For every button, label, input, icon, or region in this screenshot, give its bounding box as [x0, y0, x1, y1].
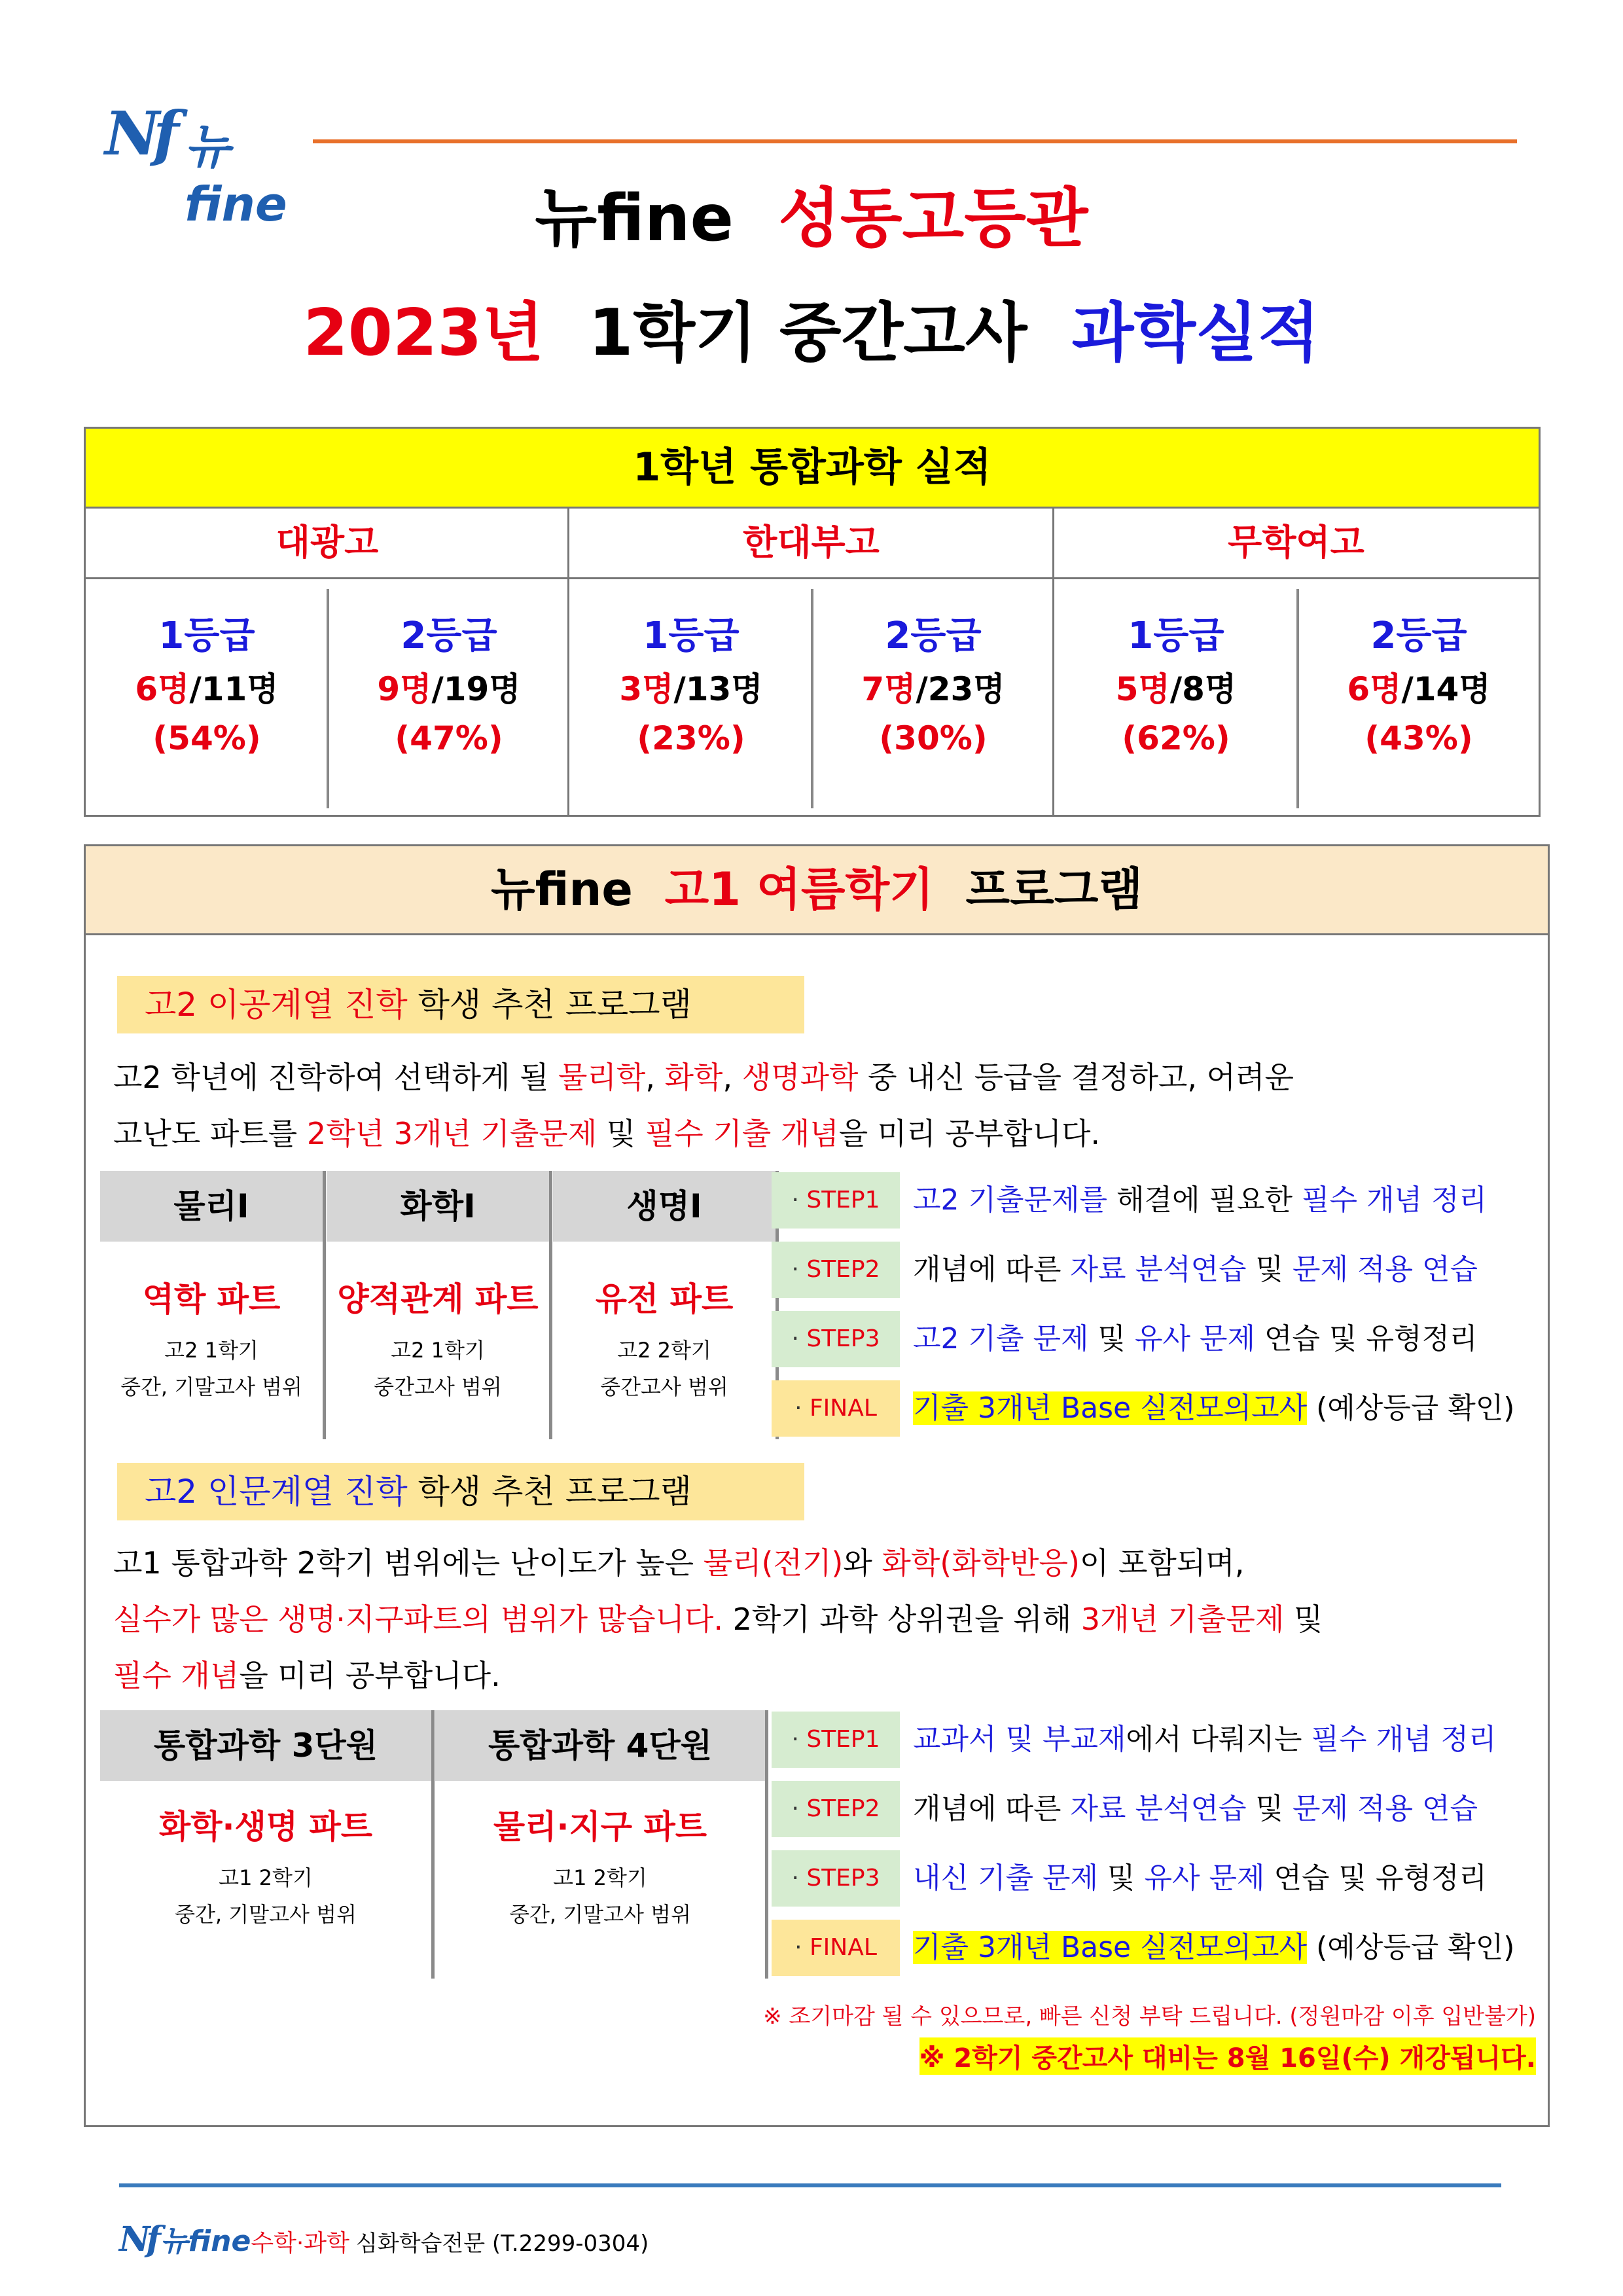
results-table	[84, 427, 1541, 817]
text: 을 미리 공부합니다.	[239, 1658, 501, 1693]
paragraph-line	[113, 1591, 1323, 1647]
subtitle-red: 고2 이공계열 진학	[145, 986, 408, 1024]
step-text	[913, 1712, 1497, 1768]
text-blue: 유사 문제	[1144, 1861, 1265, 1895]
range-line: 중간, 기말고사 범위	[175, 1902, 357, 1927]
text: 고난도 파트를	[113, 1116, 307, 1151]
grade-cell	[1055, 607, 1297, 757]
step-label: STEP2	[806, 1795, 880, 1822]
title-term: 1학기 중간고사	[588, 296, 1027, 370]
grade-percent: (43%)	[1364, 719, 1473, 757]
unit-cell	[100, 1781, 431, 1933]
text-blue: 자료 분석연습	[1070, 1253, 1247, 1286]
subject-header: 화학Ⅰ	[327, 1171, 549, 1244]
unit-header: 통합과학 3단원	[100, 1710, 431, 1783]
grade-cell	[570, 607, 812, 757]
grade-cell	[812, 607, 1054, 757]
logo-name: 뉴fine	[185, 119, 287, 232]
step-label: FINAL	[809, 1934, 877, 1961]
text: 와	[843, 1545, 882, 1581]
step-badge: · STEP1	[772, 1712, 900, 1768]
text-blue: 교과서 및 부교재	[913, 1723, 1126, 1756]
text: 및	[597, 1116, 645, 1151]
text-red: 생명과학	[741, 1060, 859, 1095]
grade-percent: (62%)	[1122, 719, 1230, 757]
part-label: 유전 파트	[595, 1280, 734, 1318]
text-blue: 유사 문제	[1134, 1322, 1255, 1355]
part-label: 양적관계 파트	[337, 1280, 539, 1318]
grade-label: 1등급	[158, 615, 255, 657]
range-line: 고1 2학기	[219, 1865, 313, 1890]
grade-label: 1등급	[1128, 615, 1224, 657]
text: 에서 다뤄지는	[1126, 1723, 1311, 1756]
step-badge-final: · FINAL	[772, 1380, 900, 1437]
text-red: 물리학	[558, 1060, 646, 1095]
unit-cell	[435, 1781, 765, 1933]
text-blue: 고2 기출 문제	[913, 1322, 1089, 1355]
text-blue: 고2 기출문제를	[913, 1183, 1108, 1217]
text: 및	[1246, 1792, 1293, 1825]
program-heading	[86, 846, 1548, 935]
text-red: 필수 기출 개념	[645, 1116, 839, 1151]
science-paragraph	[113, 1049, 1294, 1162]
footer-logo-name: 뉴fine	[160, 2225, 251, 2258]
unit-header: 통합과학 4단원	[435, 1710, 765, 1783]
text: ,	[722, 1060, 742, 1095]
text-red: 실수가 많은 생명·지구파트의 범위가 많습니다.	[113, 1602, 724, 1637]
text: 고2 학년에 진학하여 선택하게 될	[113, 1060, 559, 1095]
step-badge-final: · FINAL	[772, 1920, 900, 1976]
text-red: 화학(화학반응)	[882, 1545, 1080, 1581]
subject-header: 생명Ⅰ	[553, 1171, 776, 1244]
footer-logo-mark: Nf	[119, 2219, 157, 2259]
step-badge: · STEP3	[772, 1850, 900, 1907]
text-red: 화학	[664, 1060, 723, 1095]
text: 개념에 따른	[913, 1792, 1071, 1825]
text-blue: 필수 개념 정리	[1302, 1183, 1487, 1217]
step-label: STEP3	[806, 1865, 880, 1892]
text: 및	[1284, 1602, 1323, 1637]
science-subtitle	[117, 976, 804, 1033]
text: 연습 및 유형정리	[1264, 1861, 1487, 1895]
step-badge: · STEP3	[772, 1311, 900, 1367]
subject-cell	[100, 1242, 323, 1405]
grade-count: 3명	[619, 670, 674, 708]
title-branch: 성동고등관	[778, 181, 1088, 256]
grade-count: 6명	[135, 670, 190, 708]
footer	[119, 2217, 649, 2270]
step-text	[913, 1920, 1514, 1976]
grade-cell	[1298, 607, 1540, 757]
footer-rule	[119, 2183, 1501, 2187]
grade-total: /11명	[189, 670, 279, 708]
step-text	[913, 1850, 1487, 1907]
range-line: 중간, 기말고사 범위	[120, 1374, 302, 1399]
header-rule	[313, 139, 1517, 143]
grade-label: 2등급	[401, 615, 497, 657]
text-blue: 문제 적용 연습	[1293, 1792, 1478, 1825]
results-heading: 1학년 통합과학 실적	[86, 429, 1539, 509]
column-divider	[431, 1710, 435, 1979]
subject-cell	[553, 1242, 776, 1405]
text-highlight: 기출 3개년 Base 실전모의고사	[913, 1931, 1308, 1964]
range-line: 고2 1학기	[391, 1338, 485, 1363]
text-blue: 문제 적용 연습	[1293, 1253, 1478, 1286]
text-red: 물리(전기)	[703, 1545, 844, 1581]
column-divider	[323, 1171, 326, 1439]
step-label: STEP1	[806, 1726, 880, 1753]
grade-label: 2등급	[885, 615, 982, 657]
text: (예상등급 확인)	[1307, 1391, 1515, 1425]
paragraph-line	[113, 1535, 1323, 1591]
grade-total: /13명	[673, 670, 763, 708]
title-brand: 뉴fine	[535, 181, 734, 256]
logo-mark: Nf	[105, 98, 173, 169]
grade-percent: (23%)	[637, 719, 745, 757]
step-text	[913, 1311, 1478, 1367]
program-brand: 뉴fine	[491, 863, 633, 916]
schedule-note: ※ 2학기 중간고사 대비는 8월 16일(수) 개강됩니다.	[919, 2037, 1536, 2075]
text: 고1 통합과학 2학기 범위에는 난이도가 높은	[113, 1545, 704, 1581]
footer-contact: 심화학습전문 (T.2299-0304)	[356, 2231, 649, 2257]
text: 및	[1088, 1322, 1135, 1355]
text: 및	[1246, 1253, 1293, 1286]
deadline-note: ※ 조기마감 될 수 있으므로, 빠른 신청 부탁 드립니다. (정원마감 이후 입반불가)	[763, 2003, 1536, 2030]
text: 연습 및 유형정리	[1255, 1322, 1478, 1355]
step-badge: · STEP1	[772, 1172, 900, 1229]
range-line: 고2 1학기	[164, 1338, 259, 1363]
humanities-unit-table	[100, 1710, 785, 1985]
part-label: 물리·지구 파트	[493, 1808, 707, 1846]
text-blue: 필수 개념 정리	[1311, 1723, 1497, 1756]
grade-total: /8명	[1169, 670, 1237, 708]
step-text	[913, 1242, 1478, 1298]
grade-label: 2등급	[1370, 615, 1467, 657]
part-label: 역학 파트	[142, 1280, 281, 1318]
step-label: STEP2	[806, 1256, 880, 1283]
text-blue: 자료 분석연습	[1070, 1792, 1247, 1825]
range-line: 중간고사 범위	[600, 1374, 728, 1399]
school-name: 한대부고	[569, 509, 1054, 579]
subtitle-rest: 학생 추천 프로그램	[418, 1473, 692, 1511]
grade-percent: (54%)	[152, 719, 261, 757]
humanities-paragraph	[113, 1535, 1323, 1704]
text: 2학기 과학 상위권을 위해	[723, 1602, 1081, 1637]
text: 중 내신 등급을 결정하고, 어려운	[858, 1060, 1294, 1095]
grade-total: /14명	[1401, 670, 1491, 708]
program-highlight: 고1 여름학기	[664, 863, 934, 916]
grade-total: /23명	[916, 670, 1005, 708]
column-divider	[765, 1710, 768, 1979]
grade-percent: (47%)	[395, 719, 503, 757]
text: 해결에 필요한	[1107, 1183, 1302, 1217]
school-name: 대광고	[86, 509, 569, 579]
text: 을 미리 공부합니다.	[838, 1116, 1101, 1151]
step-label: FINAL	[809, 1395, 877, 1422]
step-badge: · STEP2	[772, 1781, 900, 1837]
paragraph-line	[113, 1049, 1294, 1105]
grade-percent: (30%)	[879, 719, 988, 757]
text-red: 3개년 기출문제	[1080, 1602, 1285, 1637]
program-box	[84, 844, 1550, 2127]
grade-count: 9명	[377, 670, 432, 708]
subject-cell	[327, 1242, 549, 1405]
subtitle-accent: 고2 인문계열 진학	[145, 1473, 408, 1511]
grade-cell	[86, 607, 328, 757]
range-line: 고1 2학기	[553, 1865, 647, 1890]
program-rest: 프로그램	[965, 863, 1143, 916]
text-red: 필수 개념	[113, 1658, 240, 1693]
step-text	[913, 1172, 1487, 1229]
brand-logo	[105, 98, 294, 232]
column-divider	[549, 1171, 552, 1439]
paragraph-line	[113, 1105, 1294, 1162]
text-red: 2학년 3개년 기출문제	[306, 1116, 597, 1151]
grade-count: 7명	[861, 670, 916, 708]
subject-header: 물리Ⅰ	[100, 1171, 323, 1244]
range-line: 중간고사 범위	[374, 1374, 502, 1399]
footer-subjects: 수학·과학	[251, 2230, 349, 2257]
part-label: 화학·생명 파트	[158, 1808, 373, 1846]
subtitle-rest: 학생 추천 프로그램	[418, 986, 692, 1024]
grade-cell	[328, 607, 570, 757]
step-text	[913, 1380, 1514, 1437]
grade-total: /19명	[431, 670, 521, 708]
grade-count: 6명	[1347, 670, 1402, 708]
text: 이 포함되며,	[1079, 1545, 1245, 1581]
range-line: 중간, 기말고사 범위	[509, 1902, 691, 1927]
text-highlight: 기출 3개년 Base 실전모의고사	[913, 1391, 1308, 1425]
text: ,	[645, 1060, 665, 1095]
school-name: 무학여고	[1054, 509, 1539, 579]
text-blue: 내신 기출 문제	[913, 1861, 1098, 1895]
page-subtitle	[0, 281, 1623, 374]
range-line: 고2 2학기	[617, 1338, 711, 1363]
paragraph-line	[113, 1647, 1323, 1704]
grade-label: 1등급	[643, 615, 740, 657]
step-badge: · STEP2	[772, 1242, 900, 1298]
title-subject: 과학실적	[1071, 296, 1320, 370]
grade-count: 5명	[1115, 670, 1170, 708]
title-year: 2023년	[303, 296, 544, 370]
step-label: STEP3	[806, 1325, 880, 1352]
text: (예상등급 확인)	[1307, 1931, 1515, 1964]
text: 개념에 따른	[913, 1253, 1071, 1286]
step-label: STEP1	[806, 1187, 880, 1213]
humanities-subtitle	[117, 1463, 804, 1520]
text: 및	[1098, 1861, 1145, 1895]
page-title	[0, 167, 1623, 259]
science-subject-table	[100, 1171, 785, 1446]
step-text	[913, 1781, 1478, 1837]
